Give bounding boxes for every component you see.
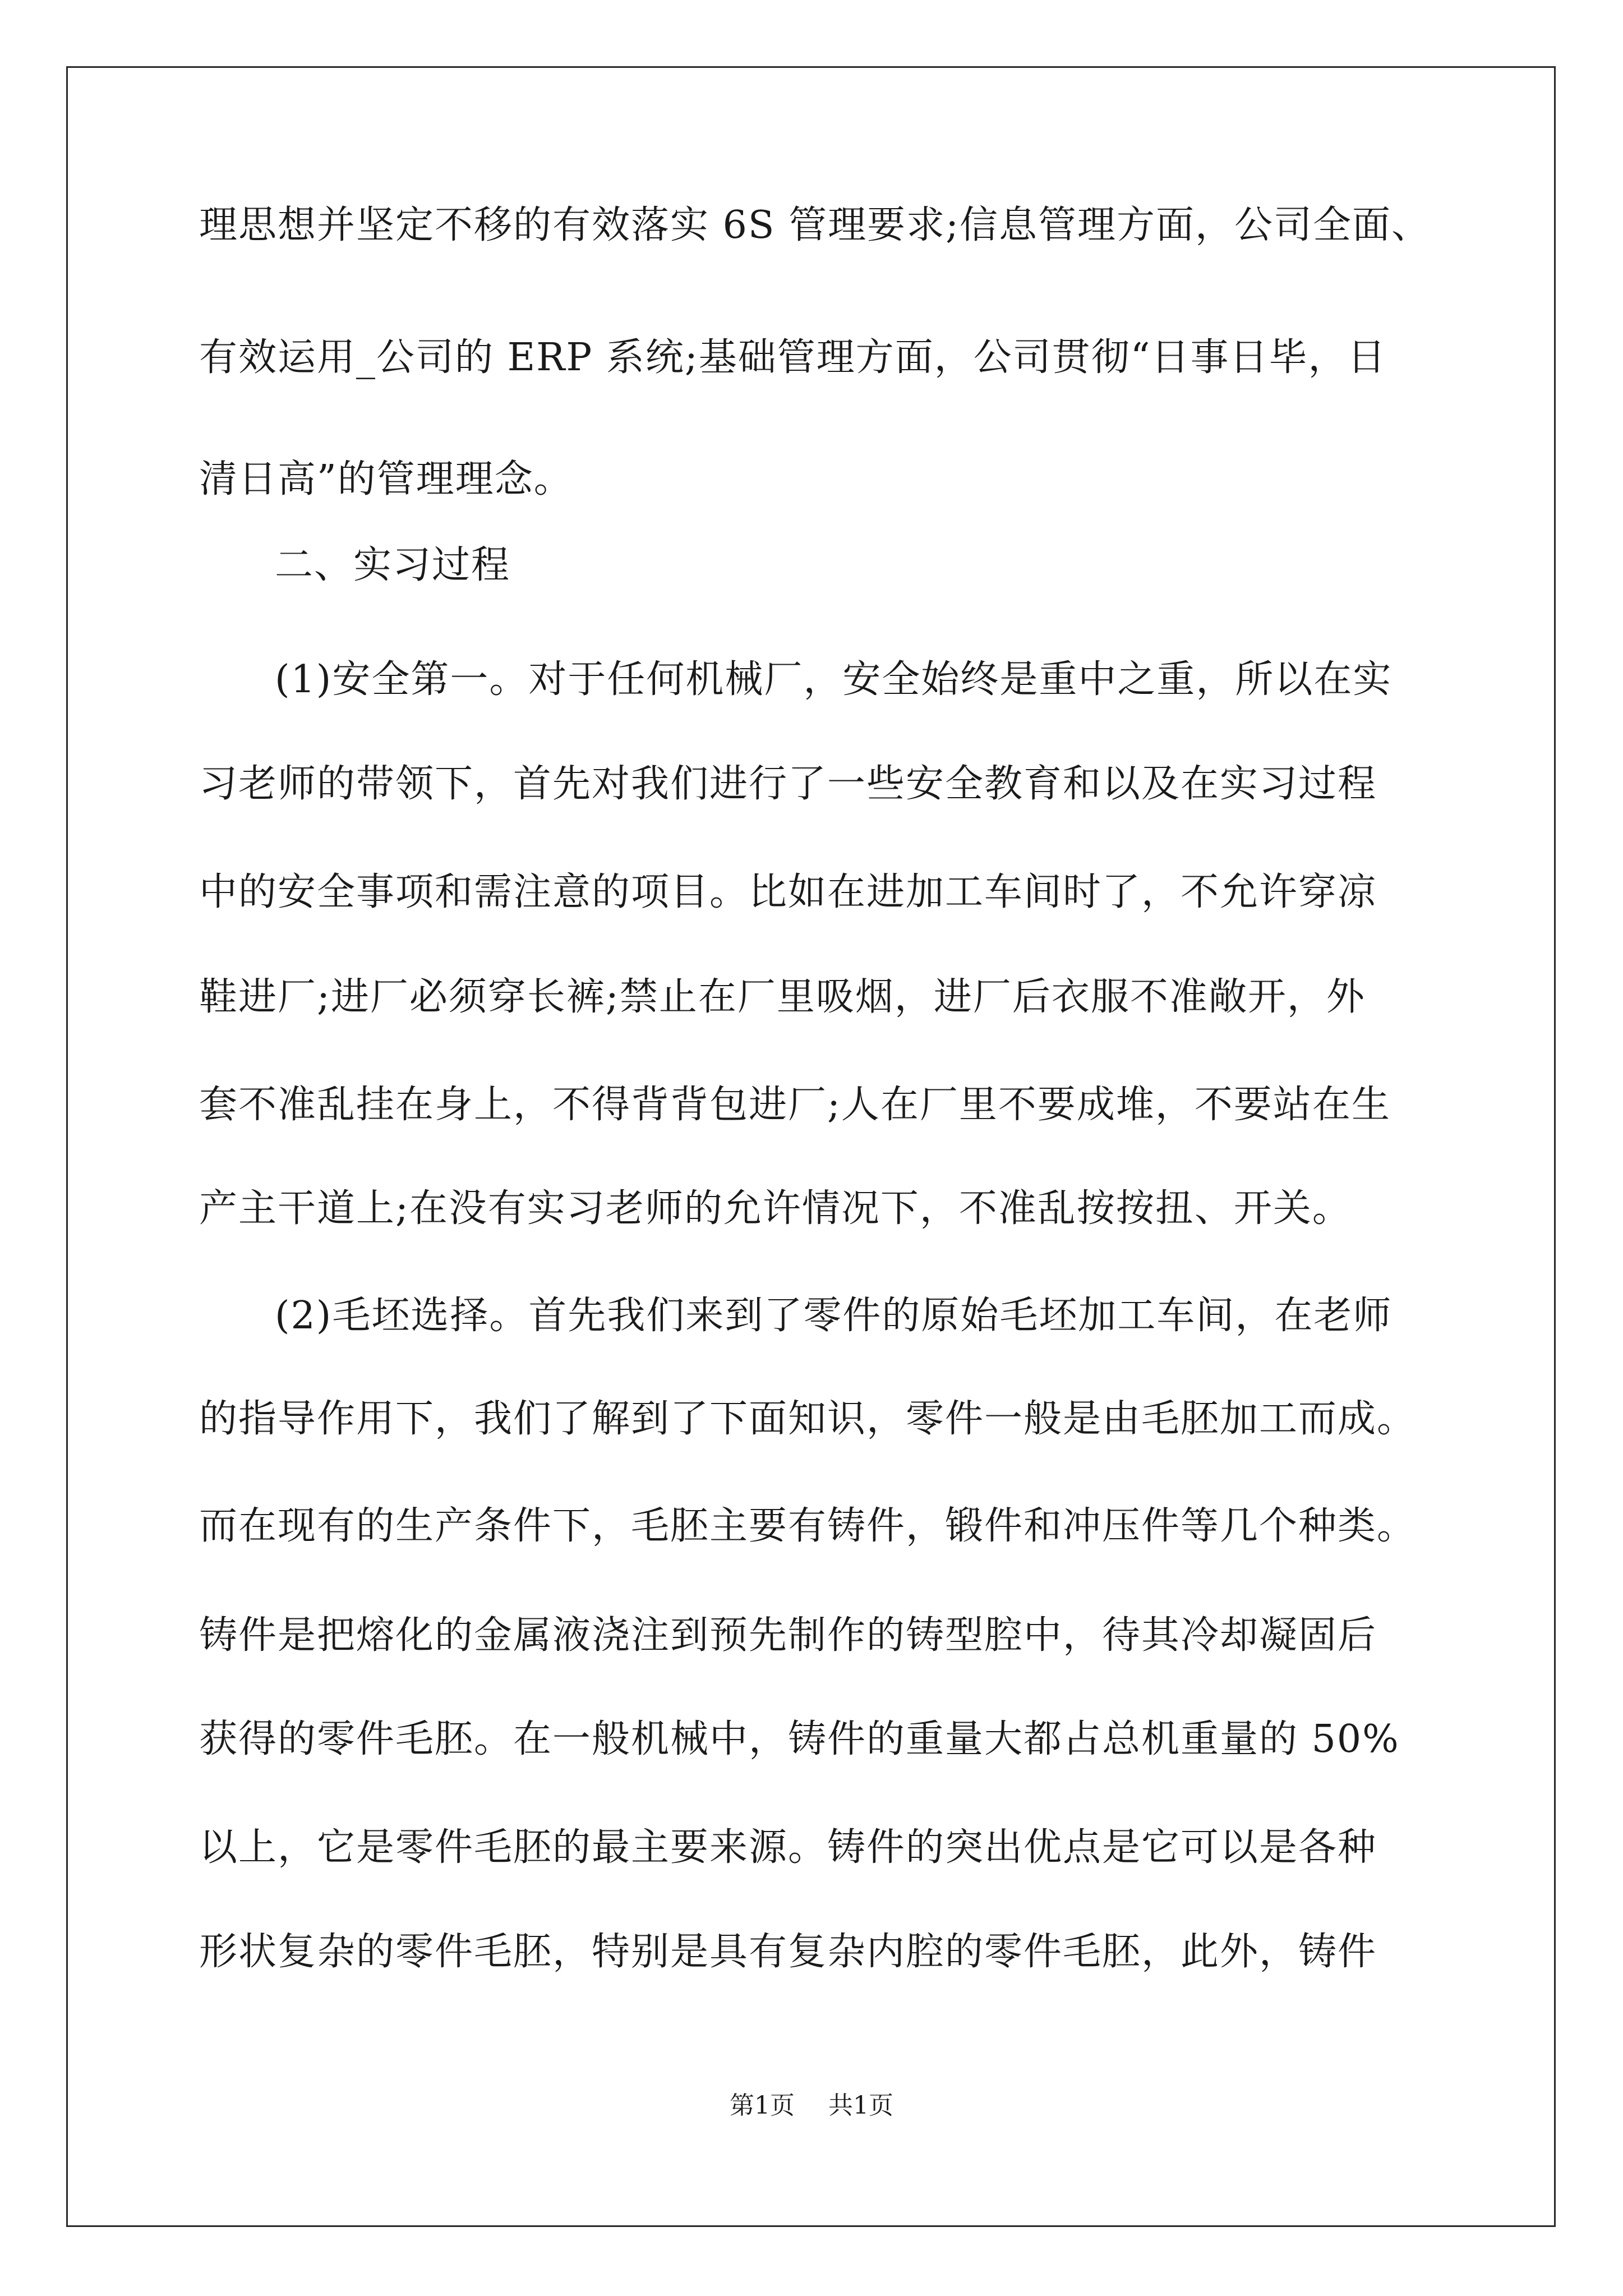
page-border xyxy=(66,66,1556,2227)
text-line: 套不准乱挂在身上，不得背背包进厂;人在厂里不要成堆，不要站在生 xyxy=(199,1083,1391,1127)
text-line: 以上，它是零件毛胚的最主要来源。铸件的突出优点是它可以是各种 xyxy=(199,1825,1377,1870)
text-line: 而在现有的生产条件下，毛胚主要有铸件，锻件和冲压件等几个种类。 xyxy=(199,1504,1417,1548)
page-number: 第1页 xyxy=(730,2091,795,2120)
page-footer xyxy=(0,2091,1623,2120)
text-line: (2)毛坯选择。首先我们来到了零件的原始毛坯加工车间，在老师 xyxy=(275,1294,1393,1338)
text-line: 铸件是把熔化的金属液浇注到预先制作的铸型腔中，待其冷却凝固后 xyxy=(199,1613,1377,1658)
text-line: 理思想并坚定不移的有效落实 6S 管理要求;信息管理方面，公司全面、 xyxy=(199,203,1431,247)
section-heading: 二、实习过程 xyxy=(275,543,511,587)
text-line: 的指导作用下，我们了解到了下面知识，零件一般是由毛胚加工而成。 xyxy=(199,1397,1417,1441)
text-line: 有效运用_公司的 ERP 系统;基础管理方面，公司贯彻“日事日毕，日 xyxy=(199,335,1387,380)
text-line: 形状复杂的零件毛胚，特别是具有复杂内腔的零件毛胚，此外，铸件 xyxy=(199,1930,1377,1974)
page-total: 共1页 xyxy=(828,2091,893,2120)
text-line: 获得的零件毛胚。在一般机械中，铸件的重量大都占总机重量的 50% xyxy=(199,1717,1400,1761)
text-line: 产主干道上;在没有实习老师的允许情况下，不准乱按按扭、开关。 xyxy=(199,1186,1352,1231)
text-line: 鞋进厂;进厂必须穿长裤;禁止在厂里吸烟，进厂后衣服不准敞开，外 xyxy=(199,975,1366,1019)
text-line: 中的安全事项和需注意的项目。比如在进加工车间时了，不允许穿凉 xyxy=(199,870,1377,914)
text-line: (1)安全第一。对于任何机械厂，安全始终是重中之重，所以在实 xyxy=(275,657,1393,702)
text-line: 清日高”的管理理念。 xyxy=(199,457,573,501)
text-line: 习老师的带领下，首先对我们进行了一些安全教育和以及在实习过程 xyxy=(199,762,1377,806)
